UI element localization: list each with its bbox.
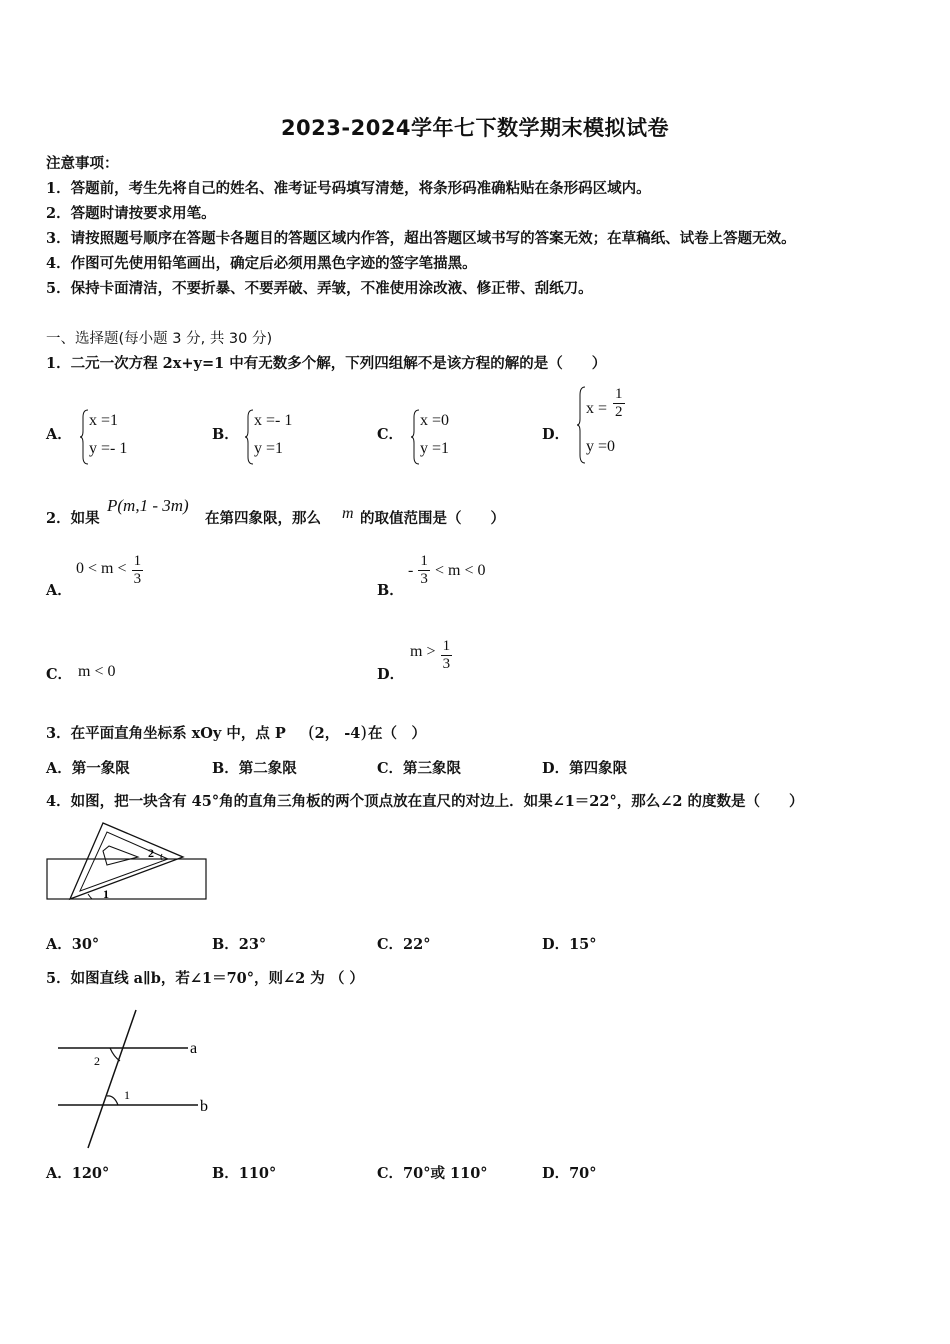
q4-option-b: B．23°: [212, 936, 267, 953]
angle-2-label: 2: [94, 1054, 100, 1068]
q3-option-c: C．第三象限: [377, 760, 462, 777]
q1-option-b-label: B．: [212, 426, 239, 443]
question-3-coords: [308, 722, 367, 743]
page-title: 2023-2024学年七下数学期末模拟试卷: [280, 116, 670, 140]
q1-option-d-system: [577, 386, 657, 464]
q3-option-b: B．第二象限: [212, 760, 297, 777]
q1-d-fraction: [613, 386, 625, 421]
question-3-stem-a: 3．在平面直角坐标系 xOy 中，点 P: [46, 725, 286, 742]
angle-1-label: 1: [124, 1088, 130, 1102]
fraction-denominator: 3: [420, 571, 428, 587]
q2-c-expr: m < 0: [78, 663, 116, 680]
q2-b-right: < m < 0: [435, 562, 486, 579]
q4-option-d: D．15°: [542, 936, 597, 953]
q5-option-c: C．70°或 110°: [377, 1165, 488, 1182]
q2-a-fraction: [132, 553, 144, 588]
q2-option-b-label: B．: [377, 582, 404, 599]
fraction-denominator: 2: [615, 404, 623, 420]
q2-option-a-expr: [76, 553, 143, 588]
q1-b-x: x =- 1: [254, 412, 293, 429]
q1-b-y: y =1: [254, 440, 284, 457]
angle-1-arc: [88, 894, 92, 899]
triangle-hole: [103, 846, 138, 865]
question-2-middle: 在第四象限，那么: [205, 510, 321, 527]
q2-d-fraction: [441, 638, 453, 673]
question-3-coords-text: 2， -4: [314, 725, 361, 742]
note-item: 5．保持卡面清洁，不要折暴、不要弄破、弄皱，不准使用涂改液、修正带、刮纸刀。: [46, 280, 593, 297]
fraction-numerator: 1: [442, 638, 451, 654]
q3-option-d: D．第四象限: [542, 760, 628, 777]
question-3-stem-b: 在（ ）: [368, 725, 426, 742]
q4-option-a: A．30°: [46, 936, 100, 953]
triangle-inner-edge: [80, 832, 168, 891]
note-item: 3．请按照题号顺序在答题卡各题目的答题区域内作答，超出答题区域书写的答案无效；在草稿纸、试卷上答题无效。: [46, 230, 796, 247]
q2-option-c-label: C．: [46, 666, 73, 683]
q1-option-a-label: A．: [46, 426, 72, 443]
q1-option-b-system: [245, 409, 325, 465]
angle-1-arc: [107, 1096, 118, 1105]
q3-option-a: A．第一象限: [46, 760, 130, 777]
q5-option-a: A．120°: [46, 1165, 110, 1182]
line-a-label: a: [190, 1040, 198, 1057]
fraction-numerator: 1: [133, 553, 142, 569]
fraction-denominator: 3: [442, 656, 451, 672]
q1-option-a-system: [80, 409, 160, 465]
fraction-numerator: 1: [615, 386, 623, 402]
angle-2-arc: [161, 854, 162, 860]
question-2-var: m: [342, 505, 354, 522]
q1-a-y: y =- 1: [89, 440, 128, 457]
q1-a-x: x =1: [89, 412, 119, 429]
q4-figure: [44, 820, 214, 904]
q2-b-fraction: [418, 553, 430, 588]
q1-option-d-label: D．: [542, 426, 570, 443]
q5-option-d: D．70°: [542, 1165, 597, 1182]
q1-d-x: x =: [586, 400, 608, 417]
q2-option-a-label: A．: [46, 582, 72, 599]
q1-c-y: y =1: [420, 440, 450, 457]
question-5-stem: 5．如图直线 a∥b，若∠1＝70°，则∠2 为 （ ）: [46, 970, 364, 987]
question-2-suffix: 的取值范围是（ ）: [360, 510, 505, 527]
note-item: 4．作图可先使用铅笔画出，确定后必须用黑色字迹的签字笔描黑。: [46, 255, 477, 272]
transversal-line: [88, 1010, 136, 1148]
fraction-numerator: 1: [420, 553, 428, 569]
q5-figure: [50, 1008, 220, 1153]
question-2-point: P(m,1 - 3m): [107, 496, 189, 515]
q1-option-c-label: C．: [377, 426, 404, 443]
notes-heading: 注意事项：: [46, 155, 119, 172]
q1-option-c-system: [411, 409, 491, 465]
q1-d-y: y =0: [586, 438, 616, 455]
note-item: 1．答题前，考生先将自己的姓名、准考证号码填写清楚，将条形码准确粘贴在条形码区域内。: [46, 180, 651, 197]
q5-option-b: B．110°: [212, 1165, 277, 1182]
q4-option-c: C．22°: [377, 936, 431, 953]
q1-c-x: x =0: [420, 412, 450, 429]
fraction-denominator: 3: [133, 571, 142, 587]
note-item: 2．答题时请按要求用笔。: [46, 205, 216, 222]
question-4-stem: 4．如图，把一块含有 45°角的直角三角板的两个顶点放在直尺的对边上．如果∠1＝22°，那么∠2 的度数是（ ）: [46, 793, 804, 810]
q2-a-left: 0 < m <: [76, 560, 127, 577]
question-1-stem: 1．二元一次方程 2x+y=1 中有无数多个解，下列四组解不是该方程的解的是（ ）: [46, 355, 607, 372]
question-2-prefix: 2．如果: [46, 510, 100, 527]
section-heading: 一、选择题(每小题 3 分, 共 30 分): [46, 331, 273, 347]
angle-2-label: 2: [148, 846, 154, 860]
q2-option-b-expr: [408, 553, 486, 588]
angle-1-label: 1: [103, 887, 109, 901]
q2-option-d-label: D．: [377, 666, 405, 683]
q2-option-d-expr: [410, 638, 452, 673]
triangle-outer: [70, 823, 183, 899]
line-b-label: b: [200, 1098, 208, 1115]
q2-d-left: m >: [410, 643, 436, 660]
paren-close: ): [360, 723, 368, 743]
ruler-rect: [47, 859, 206, 899]
q2-b-left: -: [408, 562, 414, 579]
paren-open: (: [308, 723, 315, 743]
